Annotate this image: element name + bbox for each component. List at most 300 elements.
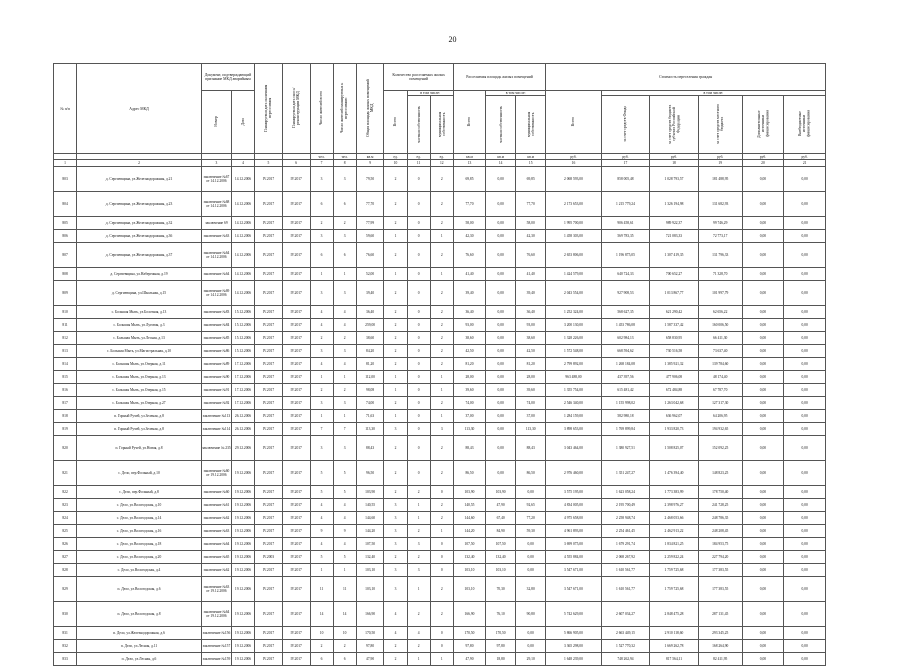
resettlement-date-cell: IV.2017 bbox=[255, 345, 283, 358]
rooms-municipal-cell: 2 bbox=[430, 461, 453, 486]
residents-resettle-cell: 4 bbox=[333, 319, 356, 332]
area-total-cell: 74,00 bbox=[453, 397, 485, 410]
area-total-cell: 81,20 bbox=[453, 358, 485, 371]
table-row bbox=[54, 653, 826, 666]
column-numbers-row bbox=[54, 160, 826, 167]
residents-resettle-cell: 3 bbox=[333, 281, 356, 306]
cost-total-cell: 4 555 884,00 bbox=[546, 551, 601, 564]
resettlement-date-cell: IV.2017 bbox=[255, 640, 283, 653]
resettlement-date-cell: IV.2017 bbox=[255, 243, 283, 268]
residents-resettle-cell: 6 bbox=[333, 653, 356, 666]
doc-number-cell: заключение 69 bbox=[201, 217, 231, 230]
cost-total-cell: 1 648 239,00 bbox=[546, 653, 601, 666]
cost-subject-cell: 2 398 976,27 bbox=[650, 499, 699, 512]
cost-fund-cell: 1 679 291,74 bbox=[601, 538, 650, 551]
cost-subject-cell: 1 669 262,78 bbox=[650, 640, 699, 653]
doc-date-cell: 19.12.2006 bbox=[231, 602, 254, 627]
rooms-private-cell: 1 bbox=[407, 512, 430, 525]
address-cell: п. Дело, ул.Вологодская, д.8 bbox=[77, 602, 202, 627]
rooms-total-cell: 3 bbox=[384, 423, 407, 436]
cost-fund-cell: 1 623 058,24 bbox=[601, 486, 650, 499]
rooms-municipal-cell: 2 bbox=[430, 167, 453, 192]
rooms-total-cell: 2 bbox=[384, 281, 407, 306]
table-row bbox=[54, 525, 826, 538]
residents-cell: 6 bbox=[310, 243, 333, 268]
doc-number-cell: заключение №62 bbox=[201, 512, 231, 525]
cost-local-cell: 248 786,35 bbox=[698, 512, 742, 525]
residents-cell: 3 bbox=[310, 281, 333, 306]
cost-subject-cell: 1 933 820,73 bbox=[650, 423, 699, 436]
area-municipal-cell: 29,10 bbox=[516, 653, 546, 666]
column-number-cell: 14 bbox=[486, 160, 516, 167]
resettlement-date-cell: IV.2017 bbox=[255, 319, 283, 332]
area-municipal-cell: 0,00 bbox=[516, 564, 546, 577]
rooms-total-cell: 3 bbox=[384, 538, 407, 551]
cost-subject-cell: 721 083,33 bbox=[650, 230, 699, 243]
cost-fund-cell: 1 610 561,77 bbox=[601, 577, 650, 602]
cost-extra-cell: 0,00 bbox=[742, 371, 784, 384]
demolition-date-cell: IV.2017 bbox=[282, 512, 310, 525]
cost-unfunded-cell: 0,00 bbox=[784, 306, 826, 319]
area-total-cell: 41,40 bbox=[453, 268, 485, 281]
rooms-private-cell: 0 bbox=[407, 410, 430, 423]
cost-local-cell: 148 823,25 bbox=[698, 461, 742, 486]
total-area-cell: 144,20 bbox=[356, 525, 384, 538]
area-total-cell: 144,20 bbox=[453, 525, 485, 538]
cost-total-cell: 1 424 579,00 bbox=[546, 268, 601, 281]
demolition-date-cell: IV.2017 bbox=[282, 217, 310, 230]
residents-cell: 11 bbox=[310, 577, 333, 602]
doc-date-cell: 19.12.2006 bbox=[231, 640, 254, 653]
residents-resettle-cell: 7 bbox=[333, 423, 356, 436]
rooms-total-cell: 2 bbox=[384, 306, 407, 319]
cost-subject-cell: 1 508 825,07 bbox=[650, 436, 699, 461]
table-row bbox=[54, 217, 826, 230]
unit-cell: руб. bbox=[698, 154, 742, 160]
cost-extra-cell: 0,00 bbox=[742, 577, 784, 602]
cost-unfunded-cell: 0,00 bbox=[784, 461, 826, 486]
row-number: 819 bbox=[54, 423, 77, 436]
area-private-cell: 0,00 bbox=[486, 217, 516, 230]
doc-number-cell: заключение №63 от 19.12.2006 bbox=[201, 577, 231, 602]
cost-local-cell: 67 787,70 bbox=[698, 384, 742, 397]
cost-local-cell: 73 637,40 bbox=[698, 345, 742, 358]
cost-local-cell: 131 796,33 bbox=[698, 243, 742, 268]
residents-resettle-cell: 3 bbox=[333, 345, 356, 358]
cost-fund-cell: 2 254 461,45 bbox=[601, 525, 650, 538]
address-cell: д. Сергиевщина, ул.Железнодорожная, д.37 bbox=[77, 243, 202, 268]
cost-unfunded-cell: 0,00 bbox=[784, 640, 826, 653]
doc-number-cell: заключение №114 bbox=[201, 423, 231, 436]
table-row bbox=[54, 499, 826, 512]
residents-resettle-cell: 5 bbox=[333, 486, 356, 499]
cost-unfunded-cell: 0,00 bbox=[784, 281, 826, 306]
row-number: 806 bbox=[54, 230, 77, 243]
doc-date-cell: 19.12.2006 bbox=[231, 577, 254, 602]
rooms-private-cell: 0 bbox=[407, 268, 430, 281]
column-number-cell: 5 bbox=[255, 160, 283, 167]
cost-total-cell: 5 866 905,00 bbox=[546, 627, 601, 640]
total-area-cell: 103,10 bbox=[356, 564, 384, 577]
column-number-cell: 1 bbox=[54, 160, 77, 167]
address-cell: с. Дело, ул.Вологодская, д.16 bbox=[77, 525, 202, 538]
rooms-total-cell: 2 bbox=[384, 167, 407, 192]
area-private-cell: 0,00 bbox=[486, 358, 516, 371]
area-total-cell: 107,50 bbox=[453, 538, 485, 551]
cost-subject-cell: 817 564,11 bbox=[650, 653, 699, 666]
cost-fund-cell: 1 380 927,51 bbox=[601, 436, 650, 461]
resettlement-date-cell: IV.2017 bbox=[255, 358, 283, 371]
demolition-date-cell: IV.2017 bbox=[282, 192, 310, 217]
address-cell: с. Большая Мыть, ул.Озерная, д.11 bbox=[77, 358, 202, 371]
area-total-cell: 76,60 bbox=[453, 243, 485, 268]
cost-extra-cell: 0,00 bbox=[742, 319, 784, 332]
total-area-cell: 144,60 bbox=[356, 512, 384, 525]
cost-extra-cell: 0,00 bbox=[742, 410, 784, 423]
column-number-cell: 6 bbox=[282, 160, 310, 167]
cost-unfunded-cell: 0,00 bbox=[784, 358, 826, 371]
residents-resettle-cell: 5 bbox=[333, 551, 356, 564]
doc-date-cell: 14.12.2006 bbox=[231, 167, 254, 192]
cost-unfunded-cell: 0,00 bbox=[784, 243, 826, 268]
address-cell: с. Большая Мыть, ул.Озерная, д.13 bbox=[77, 371, 202, 384]
cost-fund-cell: 437 397,56 bbox=[601, 371, 650, 384]
total-area-cell: 107,50 bbox=[356, 538, 384, 551]
resettlement-date-cell: IV.2017 bbox=[255, 653, 283, 666]
area-total-cell: 47,90 bbox=[453, 653, 485, 666]
cost-subject-cell: 1 759 725,68 bbox=[650, 564, 699, 577]
address-cell: д. Сергиевщина, ул.Железнодорожная, д.21 bbox=[77, 167, 202, 192]
resettlement-date-cell: IV.2017 bbox=[255, 230, 283, 243]
cost-total-cell: 3 547 671,00 bbox=[546, 564, 601, 577]
rooms-municipal-cell: 0 bbox=[430, 627, 453, 640]
cost-total-cell: 3 200 130,00 bbox=[546, 319, 601, 332]
area-private-cell: 0,00 bbox=[486, 345, 516, 358]
cost-fund-cell: 602 984,13 bbox=[601, 332, 650, 345]
residents-cell: 3 bbox=[310, 230, 333, 243]
doc-number-cell: заключение №156 bbox=[201, 627, 231, 640]
total-area-cell: 113,30 bbox=[356, 423, 384, 436]
residents-resettle-cell: 4 bbox=[333, 538, 356, 551]
area-private-cell: 18,80 bbox=[486, 653, 516, 666]
residents-resettle-cell: 1 bbox=[333, 564, 356, 577]
resettlement-date-cell: IV.2017 bbox=[255, 306, 283, 319]
unit-cell: кв.м bbox=[486, 154, 516, 160]
header-area-in-number: в том числе: bbox=[486, 91, 546, 96]
header-cost-group: Стоимость переселения граждан bbox=[546, 64, 826, 91]
demolition-date-cell: IV.2017 bbox=[282, 397, 310, 410]
rooms-total-cell: 1 bbox=[384, 230, 407, 243]
table-row bbox=[54, 397, 826, 410]
cost-extra-cell: 0,00 bbox=[742, 627, 784, 640]
table-row bbox=[54, 332, 826, 345]
rooms-municipal-cell: 2 bbox=[430, 332, 453, 345]
address-cell: п. Горный Ручей, ул.Новая, д.8 bbox=[77, 436, 202, 461]
residents-cell: 4 bbox=[310, 306, 333, 319]
demolition-date-cell: IV.2017 bbox=[282, 627, 310, 640]
residents-cell: 6 bbox=[310, 653, 333, 666]
cost-subject-cell: 477 906,08 bbox=[650, 371, 699, 384]
address-cell: с. Дело, ул.Вологодская, д.10 bbox=[77, 499, 202, 512]
residents-cell: 5 bbox=[310, 486, 333, 499]
residents-resettle-cell: 1 bbox=[333, 371, 356, 384]
table-row bbox=[54, 564, 826, 577]
table-row bbox=[54, 384, 826, 397]
cost-fund-cell: 1 453 786,08 bbox=[601, 319, 650, 332]
cost-subject-cell: 2 462 913,22 bbox=[650, 525, 699, 538]
area-private-cell: 70,30 bbox=[486, 577, 516, 602]
rooms-municipal-cell: 2 bbox=[430, 217, 453, 230]
residents-resettle-cell: 4 bbox=[333, 306, 356, 319]
table-row bbox=[54, 281, 826, 306]
residents-resettle-cell: 2 bbox=[333, 640, 356, 653]
total-area-cell: 47,90 bbox=[356, 653, 384, 666]
cost-unfunded-cell: 0,00 bbox=[784, 384, 826, 397]
residents-cell: 1 bbox=[310, 564, 333, 577]
cost-extra-cell: 0,00 bbox=[742, 332, 784, 345]
resettlement-date-cell: IV.2017 bbox=[255, 627, 283, 640]
doc-number-cell: заключение №63 bbox=[201, 525, 231, 538]
cost-unfunded-cell: 0,00 bbox=[784, 319, 826, 332]
area-total-cell: 39,60 bbox=[453, 384, 485, 397]
address-cell: с. Большая Мыть, ул.Озерная, д.15 bbox=[77, 384, 202, 397]
column-number-cell: 7 bbox=[310, 160, 333, 167]
area-private-cell: 0,00 bbox=[486, 167, 516, 192]
cost-total-cell: 3 898 653,00 bbox=[546, 423, 601, 436]
rooms-municipal-cell: 2 bbox=[430, 281, 453, 306]
residents-cell: 2 bbox=[310, 640, 333, 653]
area-private-cell: 0,00 bbox=[486, 243, 516, 268]
rooms-municipal-cell: 1 bbox=[430, 371, 453, 384]
rooms-private-cell: 0 bbox=[407, 217, 430, 230]
row-number: 820 bbox=[54, 436, 77, 461]
header-cost-fund: за счет средств Фонда bbox=[601, 96, 650, 154]
resettlement-date-cell: IV.2017 bbox=[255, 499, 283, 512]
cost-local-cell: 227 794,20 bbox=[698, 551, 742, 564]
area-private-cell: 0,00 bbox=[486, 371, 516, 384]
rooms-private-cell: 0 bbox=[407, 397, 430, 410]
resettlement-date-cell: IV.2017 bbox=[255, 512, 283, 525]
demolition-date-cell: IV.2017 bbox=[282, 281, 310, 306]
row-number: 827 bbox=[54, 551, 77, 564]
demolition-date-cell: IV.2017 bbox=[282, 486, 310, 499]
cost-total-cell: 5 742 629,00 bbox=[546, 602, 601, 627]
cost-extra-cell: 0,00 bbox=[742, 217, 784, 230]
demolition-date-cell: IV.2017 bbox=[282, 358, 310, 371]
cost-local-cell: 99 746,29 bbox=[698, 217, 742, 230]
area-municipal-cell: 86,50 bbox=[516, 461, 546, 486]
header-residents-to-resettle: Число жителей планируемых к переселению bbox=[333, 64, 356, 154]
total-area-cell: 59,60 bbox=[356, 230, 384, 243]
total-area-cell: 76,60 bbox=[356, 243, 384, 268]
address-cell: п. Горный Ручей, ул.Зеленая, д.8 bbox=[77, 423, 202, 436]
rooms-total-cell: 1 bbox=[384, 384, 407, 397]
resettlement-date-cell: IV.2017 bbox=[255, 602, 283, 627]
header-area-group: Расселяемая площадь жилых помещений bbox=[453, 64, 545, 91]
area-municipal-cell: 36,40 bbox=[516, 306, 546, 319]
residents-cell: 2 bbox=[310, 332, 333, 345]
row-number: 813 bbox=[54, 345, 77, 358]
rooms-private-cell: 0 bbox=[407, 281, 430, 306]
total-area-cell: 97,80 bbox=[356, 640, 384, 653]
rooms-private-cell: 2 bbox=[407, 602, 430, 627]
doc-date-cell: 19.12.2006 bbox=[231, 461, 254, 486]
area-total-cell: 28,00 bbox=[453, 371, 485, 384]
area-municipal-cell: 42,30 bbox=[516, 230, 546, 243]
rooms-private-cell: 4 bbox=[407, 627, 430, 640]
total-area-cell: 103,90 bbox=[356, 486, 384, 499]
column-number-cell: 19 bbox=[698, 160, 742, 167]
cost-subject-cell: 672 484,88 bbox=[650, 384, 699, 397]
cost-unfunded-cell: 0,00 bbox=[784, 602, 826, 627]
area-total-cell: 86,50 bbox=[453, 461, 485, 486]
address-cell: с. Большая Мыть, ул.Болотная, д.13 bbox=[77, 306, 202, 319]
rooms-private-cell: 0 bbox=[407, 384, 430, 397]
resettlement-date-cell: IV.2017 bbox=[255, 423, 283, 436]
rooms-municipal-cell: 0 bbox=[430, 538, 453, 551]
cost-fund-cell: 569 783,35 bbox=[601, 230, 650, 243]
cost-subject-cell: 1 476 394,40 bbox=[650, 461, 699, 486]
rooms-municipal-cell: 2 bbox=[430, 345, 453, 358]
header-area-total: Всего bbox=[453, 91, 485, 154]
cost-fund-cell: 906 458,61 bbox=[601, 217, 650, 230]
cost-local-cell: 241 728,25 bbox=[698, 499, 742, 512]
cost-fund-cell: 568 627,35 bbox=[601, 306, 650, 319]
column-number-cell: 9 bbox=[356, 160, 384, 167]
area-total-cell: 77,70 bbox=[453, 192, 485, 217]
area-municipal-cell: 74,00 bbox=[516, 397, 546, 410]
cost-total-cell: 2 653 806,00 bbox=[546, 243, 601, 268]
residents-cell: 5 bbox=[310, 551, 333, 564]
area-total-cell: 97,80 bbox=[453, 640, 485, 653]
unit-cell: ед. bbox=[430, 154, 453, 160]
rooms-private-cell: 2 bbox=[407, 551, 430, 564]
column-number-cell: 17 bbox=[601, 160, 650, 167]
column-number-cell: 10 bbox=[384, 160, 407, 167]
rooms-total-cell: 1 bbox=[384, 371, 407, 384]
table-row bbox=[54, 371, 826, 384]
rooms-municipal-cell: 3 bbox=[430, 423, 453, 436]
cost-unfunded-cell: 0,00 bbox=[784, 538, 826, 551]
cost-extra-cell: 0,00 bbox=[742, 499, 784, 512]
area-private-cell: 76,10 bbox=[486, 602, 516, 627]
area-total-cell: 103,10 bbox=[453, 577, 485, 602]
resettlement-date-cell: IV.2017 bbox=[255, 281, 283, 306]
area-total-cell: 103,10 bbox=[453, 564, 485, 577]
header-rooms-total: Всего bbox=[384, 91, 407, 154]
rooms-municipal-cell: 0 bbox=[430, 640, 453, 653]
demolition-date-cell: IV.2017 bbox=[282, 551, 310, 564]
residents-cell: 6 bbox=[310, 192, 333, 217]
row-number: 826 bbox=[54, 538, 77, 551]
total-area-cell: 81,20 bbox=[356, 358, 384, 371]
row-number: 831 bbox=[54, 627, 77, 640]
doc-date-cell: 15.12.2006 bbox=[231, 332, 254, 345]
unit-cell: кв.м bbox=[516, 154, 546, 160]
cost-subject-cell: 730 516,58 bbox=[650, 345, 699, 358]
cost-subject-cell: 1 834 821,25 bbox=[650, 538, 699, 551]
residents-cell: 2 bbox=[310, 217, 333, 230]
cost-local-cell: 181 488,95 bbox=[698, 167, 742, 192]
cost-fund-cell: 1 610 561,77 bbox=[601, 564, 650, 577]
rooms-total-cell: 4 bbox=[384, 602, 407, 627]
total-area-cell: 98,08 bbox=[356, 384, 384, 397]
cost-total-cell: 1 355 754,00 bbox=[546, 384, 601, 397]
demolition-date-cell: IV.2017 bbox=[282, 538, 310, 551]
doc-number-cell: заключение №61 bbox=[201, 499, 231, 512]
cost-fund-cell: 927 908,53 bbox=[601, 281, 650, 306]
total-area-cell: 71,63 bbox=[356, 410, 384, 423]
cost-local-cell: 127 317,30 bbox=[698, 397, 742, 410]
area-total-cell: 113,30 bbox=[453, 423, 485, 436]
doc-date-cell: 26.12.2006 bbox=[231, 410, 254, 423]
header-cost-extra: Дополнительные источники финансирования bbox=[742, 96, 784, 154]
column-number-cell: 4 bbox=[231, 160, 254, 167]
cost-local-cell: 101 997,79 bbox=[698, 281, 742, 306]
doc-date-cell: 19.12.2006 bbox=[231, 551, 254, 564]
header-planned-resettlement: Планируемая дата окончания переселения bbox=[255, 64, 283, 154]
row-number: 824 bbox=[54, 512, 77, 525]
area-total-cell: 36,40 bbox=[453, 306, 485, 319]
cost-fund-cell: 668 594,62 bbox=[601, 345, 650, 358]
total-area-cell: 103,10 bbox=[356, 577, 384, 602]
row-number: 810 bbox=[54, 306, 77, 319]
column-number-cell: 11 bbox=[407, 160, 430, 167]
doc-date-cell: 15.12.2006 bbox=[231, 319, 254, 332]
area-municipal-cell: 0,00 bbox=[516, 627, 546, 640]
total-area-cell: 84,20 bbox=[356, 345, 384, 358]
address-cell: д. Сергиевщина, ул.Железнодорожная, д.23 bbox=[77, 192, 202, 217]
rooms-private-cell: 2 bbox=[407, 525, 430, 538]
cost-unfunded-cell: 0,00 bbox=[784, 577, 826, 602]
rooms-municipal-cell: 0 bbox=[430, 551, 453, 564]
page-number: 20 bbox=[448, 35, 457, 44]
cost-subject-cell: 2 468 053,66 bbox=[650, 512, 699, 525]
area-private-cell: 84,90 bbox=[486, 525, 516, 538]
demolition-date-cell: IV.2017 bbox=[282, 499, 310, 512]
area-municipal-cell: 41,40 bbox=[516, 268, 546, 281]
doc-number-cell: заключение №89 bbox=[201, 358, 231, 371]
row-number: 828 bbox=[54, 564, 77, 577]
address-cell: с. Дело, ул.Вологодская, д.18 bbox=[77, 538, 202, 551]
cost-local-cell: 72 773,17 bbox=[698, 230, 742, 243]
cost-total-cell: 3 547 671,00 bbox=[546, 577, 601, 602]
total-area-cell: 259,00 bbox=[356, 319, 384, 332]
table-row bbox=[54, 319, 826, 332]
doc-number-cell: заключение №92 bbox=[201, 397, 231, 410]
residents-resettle-cell: 2 bbox=[333, 217, 356, 230]
header-rooms-group: Количество расселяемых жилых помещений bbox=[384, 64, 453, 91]
cost-unfunded-cell: 0,00 bbox=[784, 167, 826, 192]
residents-resettle-cell: 4 bbox=[333, 499, 356, 512]
table-row bbox=[54, 538, 826, 551]
doc-number-cell: заключение №60 от 19.12.2006 bbox=[201, 461, 231, 486]
area-private-cell: 0,00 bbox=[486, 319, 516, 332]
resettlement-date-cell: IV.2003 bbox=[255, 551, 283, 564]
area-municipal-cell: 32,80 bbox=[516, 577, 546, 602]
table-row bbox=[54, 243, 826, 268]
demolition-date-cell: IV.2017 bbox=[282, 230, 310, 243]
table-row bbox=[54, 627, 826, 640]
doc-date-cell: 14.12.2006 bbox=[231, 243, 254, 268]
area-municipal-cell: 0,00 bbox=[516, 551, 546, 564]
cost-total-cell: 1 252 324,00 bbox=[546, 306, 601, 319]
demolition-date-cell: IV.2017 bbox=[282, 319, 310, 332]
cost-unfunded-cell: 0,00 bbox=[784, 564, 826, 577]
area-municipal-cell: 77,20 bbox=[516, 512, 546, 525]
rooms-municipal-cell: 1 bbox=[430, 410, 453, 423]
cost-fund-cell: 1 769 899,84 bbox=[601, 423, 650, 436]
